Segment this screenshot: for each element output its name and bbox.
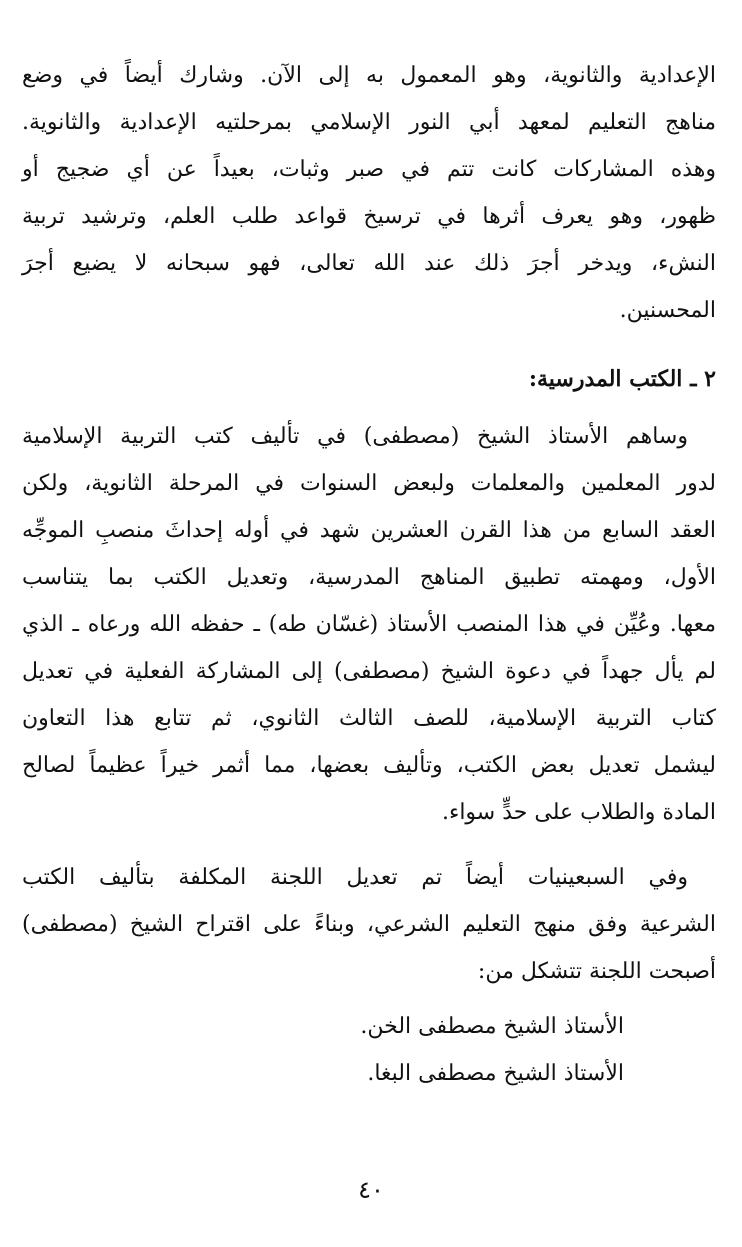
section-heading: ٢ ـ الكتب المدرسية: [528,366,716,392]
spacer [22,836,716,854]
text-line [22,854,716,901]
paragraph-seventies [22,854,716,995]
text-line: الإعدادية والثانوية، وهو المعمول به إلى الآن. وشارك أيضاً في وضع [22,63,716,88]
text-line: المادة والطلاب على حدٍّ سواء. [441,800,716,825]
text-line: وهذه المشاركات كانت تتم في صبر وثبات، بعيداً عن أي ضجيج أو [22,157,716,182]
text-line: لدور المعلمين والمعلمات ولبعض السنوات في المرحلة الثانوية، ولكن [22,471,716,496]
text-line: مناهج التعليم لمعهد أبي النور الإسلامي بمرحلتيه الإعدادية والثانوية. [22,110,716,135]
spacer [22,334,716,356]
text-line-content: وساهم الأستاذ الشيخ (مصطفى) في تأليف كتب التربية الإسلامية [22,424,688,449]
paragraph-continuation [22,52,716,334]
page-content [22,52,716,1097]
text-line [22,413,716,460]
text-line: النشء، ويدخر أجرَ ذلك عند الله تعالى، فهو سبحانه لا يضيع أجرَ [22,251,716,276]
paragraph-school-books [22,413,716,836]
spacer [22,403,716,413]
text-line: لم يأل جهداً في دعوة الشيخ (مصطفى) إلى المشاركة الفعلية في تعديل [22,659,716,684]
list-item: الأستاذ الشيخ مصطفى البغا. [367,1061,624,1086]
text-line: أصبحت اللجنة تتشكل من: [477,959,716,984]
text-line: الشرعية وفق منهج التعليم الشرعي، وبناءً على اقتراح الشيخ (مصطفى) [22,912,716,937]
text-line: ليشمل تعديل بعض الكتب، وتأليف بعضها، مما أثمر خيراً عظيماً لصالح [22,753,716,778]
spacer [22,995,716,1003]
text-line: معها. وعُيِّن في هذا المنصب الأستاذ (غسّان طه) ـ حفظه الله ورعاه ـ الذي [22,612,716,637]
text-line: المحسنين. [619,298,716,323]
text-line: ظهور، وهو يعرف أثرها في ترسيخ قواعد طلب العلم، وترشيد تربية [22,204,716,229]
text-line: العقد السابع من هذا القرن العشرين شهد في أوله إحداثَ منصبِ الموجِّه [22,518,716,543]
list-item: الأستاذ الشيخ مصطفى الخن. [360,1014,624,1039]
text-line-content: وفي السبعينيات أيضاً تم تعديل اللجنة المكلفة بتأليف الكتب [22,865,688,890]
text-line: الأول، ومهمته تطبيق المناهج المدرسية، وتعديل الكتب بما يتناسب [22,565,716,590]
committee-list [22,1003,716,1097]
text-line: كتاب التربية الإسلامية، للصف الثالث الثانوي، ثم تتابع هذا التعاون [22,706,716,731]
page-number: ٤٠ [358,1176,384,1204]
